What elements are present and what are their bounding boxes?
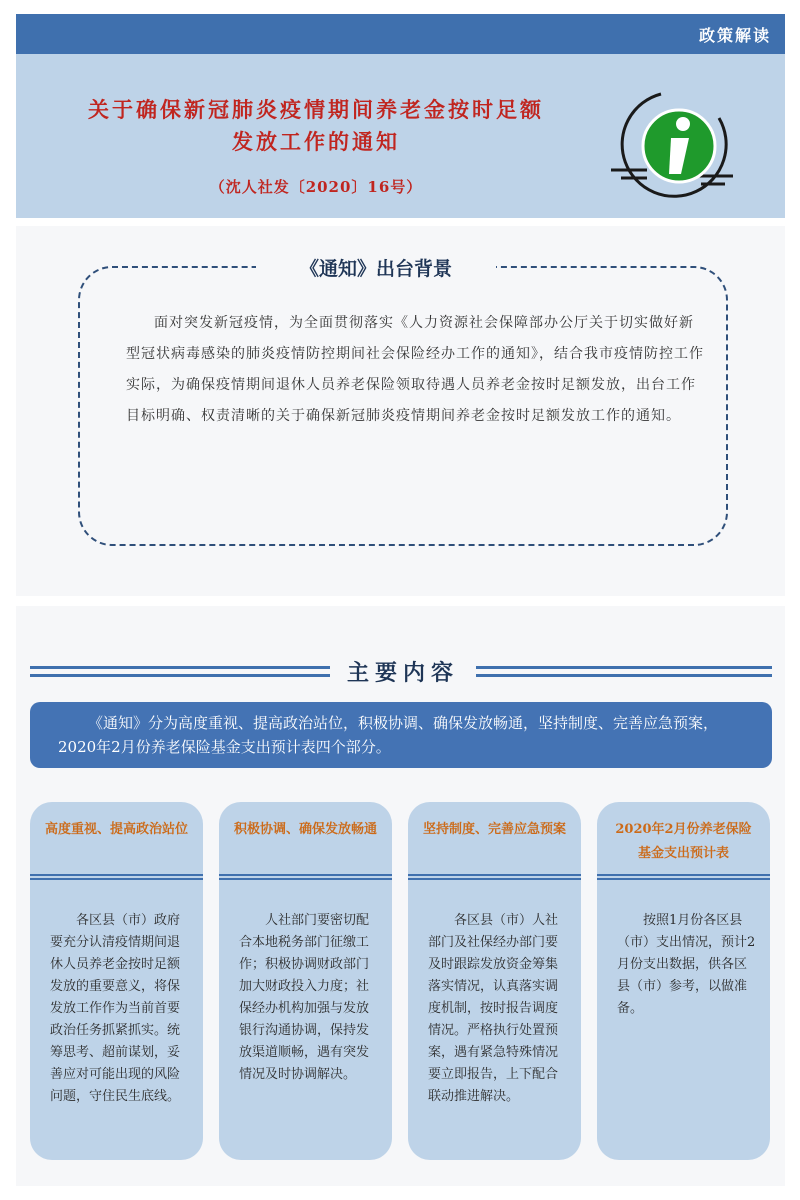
header-panel bbox=[16, 14, 785, 218]
main-content-section bbox=[16, 606, 785, 1186]
card-political-stance bbox=[30, 802, 203, 1160]
summary-banner: 《通知》分为高度重视、提高政治站位，积极协调、确保发放畅通，坚持制度、完善应急预案，2020年2月份养老保险基金支出预计表四个部分。 bbox=[30, 702, 772, 768]
background-paragraph: 面对突发新冠疫情，为全面贯彻落实《人力资源社会保障部办公厅关于切实做好新型冠状病毒感染的肺炎疫情防控期间社会保险经办工作的通知》，结合我市疫情防控工作实际，为确保疫情期间退休人员养老保险领取待遇人员养老金按时足额发放，出台工作目标明确、权责清晰的关于确保新冠肺炎疫情期间养老金按时足额发放工作的通知。 bbox=[126, 315, 704, 424]
card-divider bbox=[30, 874, 203, 880]
info-icon bbox=[601, 84, 741, 204]
background-heading: 《通知》出台背景 bbox=[256, 248, 496, 287]
card-text: 人社部门要密切配合本地税务部门征缴工作；积极协调财政部门加大财政投入力度；社保经办机构加强与发放银行沟通协调，保持发放渠道顺畅，遇有突发情况及时协调解决。 bbox=[239, 913, 370, 1082]
card-title: 2020年2月份养老保险基金支出预计表 bbox=[615, 822, 752, 861]
background-section bbox=[16, 226, 785, 596]
title-line-1: 关于确保新冠肺炎疫情期间养老金按时足额 bbox=[88, 97, 544, 122]
document-number: （沈人社发〔2020〕16号） bbox=[209, 178, 423, 196]
card-divider bbox=[219, 874, 392, 880]
card-title: 积极协调、确保发放畅通 bbox=[233, 822, 377, 837]
document-title bbox=[56, 94, 576, 158]
card-expenditure-forecast bbox=[597, 802, 770, 1160]
header-strip bbox=[16, 14, 785, 54]
card-divider bbox=[597, 874, 770, 880]
heading-rule-right bbox=[476, 666, 772, 677]
card-text: 各区县（市）人社部门及社保经办部门要及时跟踪发放资金筹集落实情况，认真落实调度机制，按时报告调度情况。严格执行处置预案，遇有紧急特殊情况要立即报告，上下配合联动推进解决。 bbox=[428, 913, 559, 1104]
card-text: 按照1月份各区县（市）支出情况，预计2月份支出数据，供各区县（市）参考，以做准备。 bbox=[617, 913, 756, 1016]
policy-tag: 政策解读 bbox=[698, 26, 771, 45]
card-title: 高度重视、提高政治站位 bbox=[44, 822, 188, 837]
card-title: 坚持制度、完善应急预案 bbox=[422, 822, 566, 837]
card-divider bbox=[408, 874, 581, 880]
heading-rule-left bbox=[30, 666, 330, 677]
main-content-heading: 主要内容 bbox=[346, 660, 459, 686]
title-line-2: 发放工作的通知 bbox=[232, 129, 400, 154]
card-emergency-plan bbox=[408, 802, 581, 1160]
card-text: 各区县（市）政府要充分认清疫情期间退休人员养老金按时足额发放的重要意义，将保发放工作作为当前首要政治任务抓紧抓实。统筹思考、超前谋划，妥善应对可能出现的风险问题，守住民生底线。 bbox=[50, 913, 181, 1104]
card-coordination bbox=[219, 802, 392, 1160]
